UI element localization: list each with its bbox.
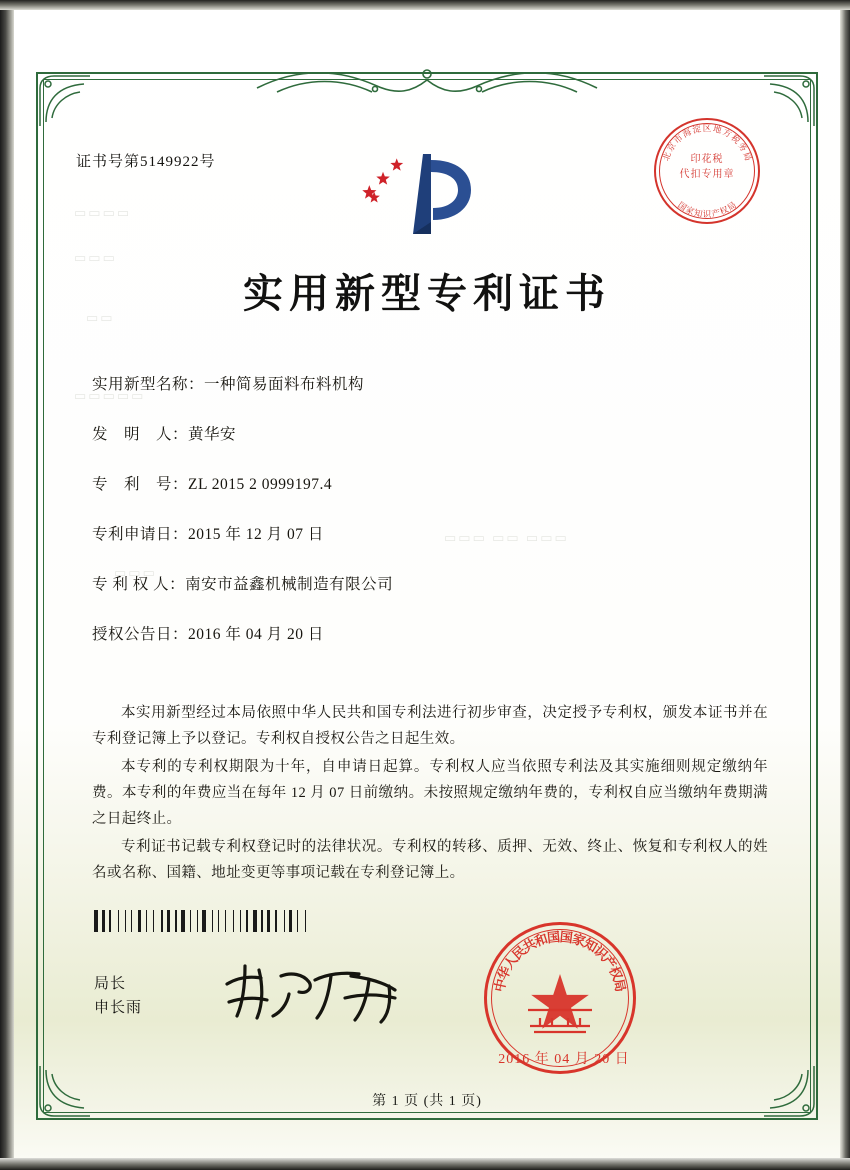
corner-ornament-icon [762,74,816,128]
seal-arc-text: 中 华 人 民 共 和 国 国 家 知 识 产 权 局 [491,929,629,994]
scan-edge-top [0,0,850,10]
field-patent-number [92,472,770,494]
barcode [94,910,312,932]
top-ornament-icon [247,62,607,98]
body-text [92,700,768,888]
field-value: 2016 年 04 月 20 日 [188,626,324,643]
field-grant-announcement-date [92,622,770,644]
corner-ornament-icon [38,74,92,128]
seal-center-line-2: 代扣专用章 [679,169,735,180]
paragraph-3: 专利证书记载专利权登记时的法律状况。专利权的转移、质押、无效、终止、恢复和专利权人的姓名或名称、国籍、地址变更等事项记载在专利登记簿上。 [92,839,768,881]
seal-center-text [654,152,760,182]
scan-edge-right [840,0,850,1170]
bleed-through-mark: ▭▭▭▭▭ [74,388,146,403]
field-label: 发 明 人： [92,426,189,443]
bleed-through-mark: ▭▭ [86,310,115,325]
scan-edge-left [0,0,14,1170]
field-value: 南安市益鑫机械制造有限公司 [185,576,394,593]
scan-edge-bottom [0,1158,850,1170]
field-label: 专 利 权 人： [92,576,186,593]
field-label: 授权公告日： [92,626,189,643]
handwritten-signature-icon [219,958,429,1028]
certificate-number: 证书号第5149922号 [76,154,216,170]
signature-block [94,972,142,1020]
sipo-logo-icon [361,150,493,246]
bleed-through-mark: ▭▭▭▭ [74,205,132,220]
field-value: 2015 年 12 月 07 日 [188,526,324,543]
director-name: 申长雨 [94,1000,143,1016]
field-value: 黄华安 [188,426,237,443]
fields-block [92,372,770,672]
field-label: 实用新型名称： [92,376,205,393]
bleed-through-mark: ▭▭▭ [114,565,157,580]
page-footer: 第 1 页 (共 1 页) [372,1094,482,1109]
field-value: ZL 2015 2 0999197.4 [188,476,333,493]
director-label: 局长 [94,976,127,992]
seal-arc-text-top: 北 京 市 海 淀 区 地 方 税 务 局 [660,123,754,163]
tax-stamp-seal [654,118,760,224]
field-value: 一种简易面料布料机构 [204,376,365,393]
seal-arc-text-bottom: 国 家 知 识 产 权 局 [675,199,739,219]
seal-date: 2016 年 04 月 20 日 [498,1052,630,1067]
field-application-date [92,522,770,544]
seal-center-line-1: 印花税 [690,154,724,165]
paper-surface [14,10,840,1158]
page-title: 实用新型专利证书 [243,270,611,317]
bleed-through-mark: ▭▭▭ ▭▭ ▭▭▭ [444,530,569,545]
paragraph-2: 本专利的专利权期限为十年，自申请日起算。专利权人应当依照专利法及其实施细则规定缴纳年费。本专利的年费应当在每年 12 月 07 日前缴纳。未按照规定缴纳年费的，专利权自应当缴纳年费期满之日起终止。 [92,759,768,827]
paragraph-1: 本实用新型经过本局依照中华人民共和国专利法进行初步审查，决定授予专利权，颁发本证书并在专利登记簿上予以登记。专利权自授权公告之日起生效。 [92,705,768,747]
field-invention-name [92,372,770,394]
field-label: 专利申请日： [92,526,189,543]
field-inventor [92,422,770,444]
field-label: 专 利 号： [92,476,189,493]
field-patentee [92,572,770,594]
bleed-through-mark: ▭▭▭ [74,250,117,265]
